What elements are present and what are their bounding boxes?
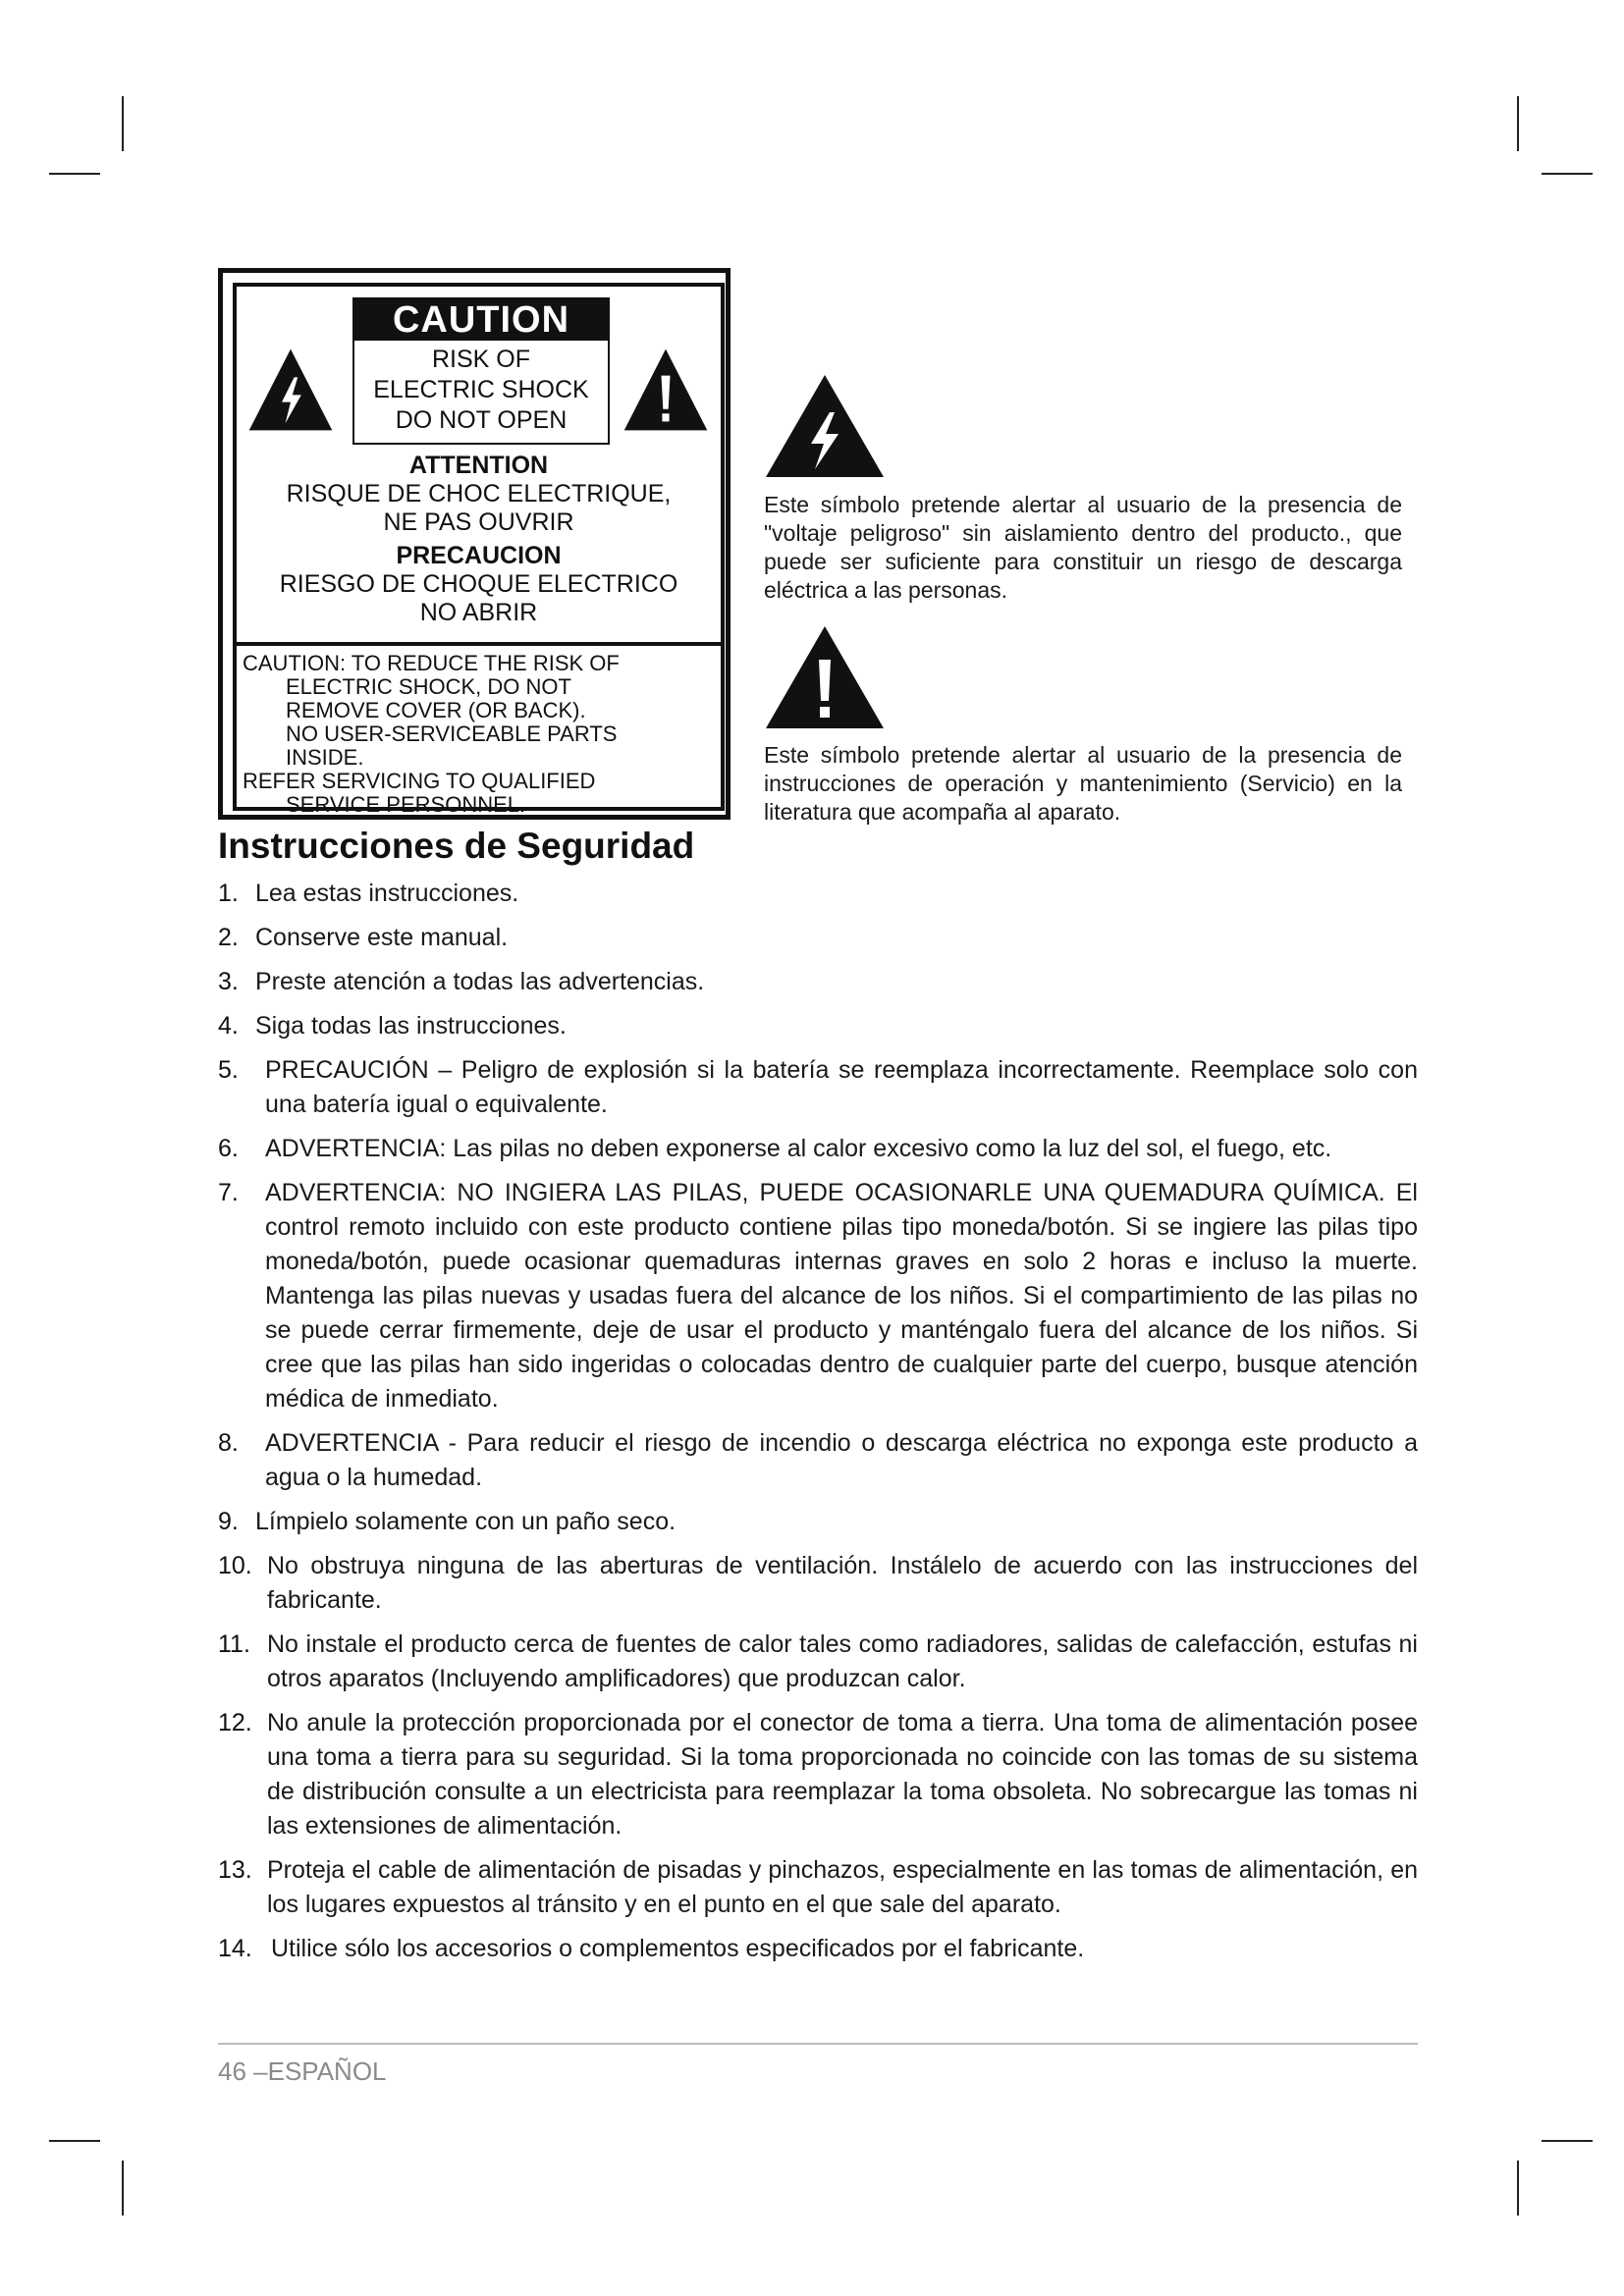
list-item <box>218 965 1418 999</box>
list-item <box>218 1706 1418 1843</box>
item-number: 11. <box>218 1630 250 1658</box>
caution-body-line: CAUTION: TO REDUCE THE RISK OF <box>243 651 620 675</box>
item-number: 7. <box>218 1179 239 1206</box>
exclamation-warning-icon <box>622 346 710 434</box>
item-number: 6. <box>218 1135 239 1162</box>
list-item <box>218 1853 1418 1922</box>
caution-label-inner <box>233 283 725 817</box>
item-number: 13. <box>218 1856 252 1884</box>
item-number: 9. <box>218 1508 239 1535</box>
crop-mark <box>49 2140 100 2142</box>
item-text: No anule la protección proporcionada por el conector de toma a tierra. Una toma de alimentación posee una toma a tierra para su seguridad. Si la toma proporcionada no coincide con las tomas de su sistema de distribución consulte a un electricista para reemplazar la toma obsoleta. No sobrecargue las tomas ni las extensiones de alimentación. <box>267 1709 1418 1840</box>
lightning-warning-icon <box>764 373 886 479</box>
caution-body-line: INSIDE. <box>286 745 364 770</box>
instructions-list <box>218 877 1418 1976</box>
caution-body-line: REFER SERVICING TO QUALIFIED <box>243 769 596 793</box>
list-item <box>218 1549 1418 1618</box>
item-number: 4. <box>218 1012 239 1040</box>
item-text: Lea estas instrucciones. <box>255 880 519 907</box>
french-warning <box>237 452 721 537</box>
item-text: Utilice sólo los accesorios o complementos especificados por el fabricante. <box>271 1935 1085 1962</box>
spanish-line: NO ABRIR <box>419 599 538 626</box>
caution-header <box>237 287 721 646</box>
item-text: Siga todas las instrucciones. <box>255 1012 567 1040</box>
crop-mark <box>122 96 124 151</box>
risk-line: ELECTRIC SHOCK <box>373 376 589 403</box>
item-number: 2. <box>218 924 239 951</box>
item-text: Conserve este manual. <box>255 924 509 951</box>
risk-text <box>354 345 608 436</box>
item-text: No obstruya ninguna de las aberturas de ventilación. Instálelo de acuerdo con las instrucciones del fabricante. <box>267 1552 1418 1614</box>
item-text: PRECAUCIÓN – Peligro de explosión si la batería se reemplaza incorrectamente. Reemplace solo con una batería igual o equivalente. <box>265 1056 1418 1118</box>
risk-line: RISK OF <box>431 346 530 373</box>
french-line: RISQUE DE CHOC ELECTRIQUE, <box>286 480 672 507</box>
crop-mark <box>1542 173 1593 175</box>
item-text: ADVERTENCIA: Las pilas no deben exponerse al calor excesivo como la luz del sol, el fuego, etc. <box>265 1135 1332 1162</box>
list-item <box>218 1628 1418 1696</box>
caution-body-line: ELECTRIC SHOCK, DO NOT <box>286 674 571 699</box>
item-number: 12. <box>218 1709 252 1736</box>
spanish-warning <box>237 542 721 627</box>
french-line: NE PAS OUVRIR <box>383 508 574 536</box>
crop-mark <box>49 173 100 175</box>
item-number: 5. <box>218 1056 239 1084</box>
item-text: ADVERTENCIA - Para reducir el riesgo de incendio o descarga eléctrica no exponga este producto a agua o la humedad. <box>265 1429 1418 1491</box>
item-number: 1. <box>218 880 239 907</box>
crop-mark <box>1517 2161 1519 2216</box>
item-text: Preste atención a todas las advertencias. <box>255 968 705 995</box>
caution-body <box>243 652 714 817</box>
list-item <box>218 877 1418 911</box>
list-item <box>218 921 1418 955</box>
list-item <box>218 1426 1418 1495</box>
footer-divider <box>218 2043 1418 2045</box>
list-item <box>218 1132 1418 1166</box>
item-number: 8. <box>218 1429 239 1457</box>
french-heading: ATTENTION <box>408 452 549 479</box>
exclamation-symbol-description: Este símbolo pretende alertar al usuario de la presencia de instrucciones de operación y mantenimiento (Servicio) en la literatura que acompaña al aparato. <box>764 742 1402 825</box>
list-item <box>218 1053 1418 1122</box>
item-number: 3. <box>218 968 239 995</box>
list-item <box>218 1932 1418 1966</box>
lightning-symbol-description: Este símbolo pretende alertar al usuario de la presencia de "voltaje peligroso" sin aislamiento dentro del producto., que puede ser suficiente para constituir un riesgo de descarga eléctrica a las personas. <box>764 492 1402 603</box>
caution-title: CAUTION <box>354 299 608 341</box>
page-number: 46 –ESPAÑOL <box>218 2056 387 2086</box>
caution-title-box <box>352 297 610 445</box>
item-text: ADVERTENCIA: NO INGIERA LAS PILAS, PUEDE OCASIONARLE UNA QUEMADURA QUÍMICA. El control remoto incluido con este producto contiene pilas tipo moneda/botón. Si se ingiere las pilas tipo moneda/botón, puede ocasionar quemaduras internas graves en solo 2 horas e incluso la muerte. Mantenga las pilas nuevas y usadas fuera del alcance de los niños. Si el compartimiento de las pilas no se puede cerrar firmemente, deje de usar el producto y manténgalo fuera del alcance de los niños. Si cree que las pilas han sido ingeridas o colocadas dentro de cualquier parte del cuerpo, busque atención médica de inmediato. <box>265 1179 1418 1413</box>
item-number: 10. <box>218 1552 252 1579</box>
crop-mark <box>1517 96 1519 151</box>
caution-body-line: REMOVE COVER (OR BACK). <box>286 698 586 722</box>
caution-label <box>218 268 731 820</box>
risk-line: DO NOT OPEN <box>395 406 568 434</box>
list-item <box>218 1505 1418 1539</box>
spanish-line: RIESGO DE CHOQUE ELECTRICO <box>279 570 678 598</box>
crop-mark <box>1542 2140 1593 2142</box>
spanish-heading: PRECAUCION <box>396 542 562 569</box>
item-text: No instale el producto cerca de fuentes de calor tales como radiadores, salidas de calefacción, estufas ni otros aparatos (Incluyendo amplificadores) que produzcan calor. <box>267 1630 1418 1692</box>
lightning-warning-icon <box>246 346 335 434</box>
exclamation-warning-icon <box>764 624 886 730</box>
item-number: 14. <box>218 1935 252 1962</box>
section-title: Instrucciones de Seguridad <box>218 826 695 866</box>
list-item <box>218 1009 1418 1043</box>
caution-body-line: SERVICE PERSONNEL. <box>286 792 526 817</box>
item-text: Límpielo solamente con un paño seco. <box>255 1508 677 1535</box>
list-item <box>218 1176 1418 1416</box>
crop-mark <box>122 2161 124 2216</box>
caution-body-line: NO USER-SERVICEABLE PARTS <box>286 721 618 746</box>
item-text: Proteja el cable de alimentación de pisadas y pinchazos, especialmente en las tomas de alimentación, en los lugares expuestos al tránsito y en el punto en el que sale del aparato. <box>267 1856 1418 1918</box>
